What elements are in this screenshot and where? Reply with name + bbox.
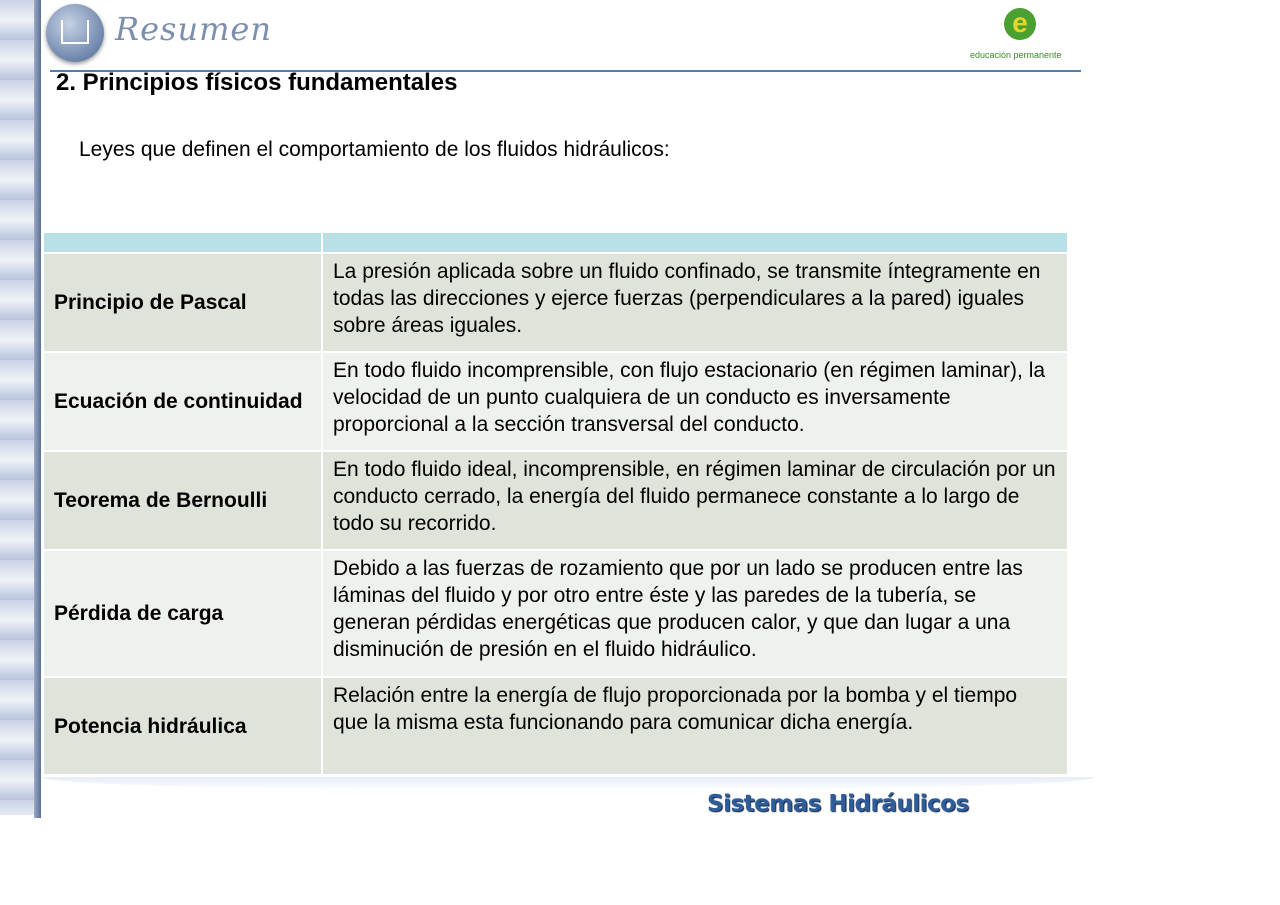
header-cell <box>322 232 1068 253</box>
e-logo-icon: e <box>1004 8 1036 40</box>
section-title: 2. Principios físicos fundamentales <box>56 69 458 96</box>
principles-table <box>42 231 1069 776</box>
brand-text: educación permanente <box>970 50 1062 60</box>
table-header-row <box>43 232 1068 253</box>
hierarchy-logo-icon <box>46 4 104 62</box>
intro-text: Leyes que definen el comportamiento de los fluidos hidráulicos: <box>79 138 670 161</box>
header-cell <box>43 232 322 253</box>
definition-cell: La presión aplicada sobre un fluido confinado, se transmite íntegramente en todas las direcciones y ejerce fuerzas (perpendiculares a la pared) iguales sobre áreas iguales. <box>322 253 1068 352</box>
term-cell: Potencia hidráulica <box>43 677 322 775</box>
educacion-permanente-logo <box>970 4 1078 64</box>
table-row <box>43 677 1068 775</box>
table-row <box>43 253 1068 352</box>
term-cell: Teorema de Bernoulli <box>43 451 322 550</box>
decorative-wave <box>42 777 1095 791</box>
term-cell: Ecuación de continuidad <box>43 352 322 451</box>
definition-cell: En todo fluido incomprensible, con flujo estacionario (en régimen laminar), la velocidad de un punto cualquiera de un conducto es inversamente proporcional a la sección transversal del conducto. <box>322 352 1068 451</box>
header-title: Resumen <box>115 10 272 48</box>
term-cell: Principio de Pascal <box>43 253 322 352</box>
table-row <box>43 352 1068 451</box>
table-row <box>43 550 1068 677</box>
definition-cell: Debido a las fuerzas de rozamiento que por un lado se producen entre las láminas del fluido y por otro entre éste y las paredes de la tubería, se generan pérdidas energéticas que producen calor, y que dan lugar a una disminución de presión en el fluido hidráulico. <box>322 550 1068 677</box>
definition-cell: Relación entre la energía de flujo proporcionada por la bomba y el tiempo que la misma esta funcionando para comunicar dicha energía. <box>322 677 1068 775</box>
decorative-side-strip <box>0 0 36 815</box>
table-row <box>43 451 1068 550</box>
side-border <box>34 0 41 818</box>
term-cell: Pérdida de carga <box>43 550 322 677</box>
definition-cell: En todo fluido ideal, incomprensible, en régimen laminar de circulación por un conducto cerrado, la energía del fluido permanece constante a lo largo de todo su recorrido. <box>322 451 1068 550</box>
footer-title: Sistemas Hidráulicos <box>707 791 969 817</box>
